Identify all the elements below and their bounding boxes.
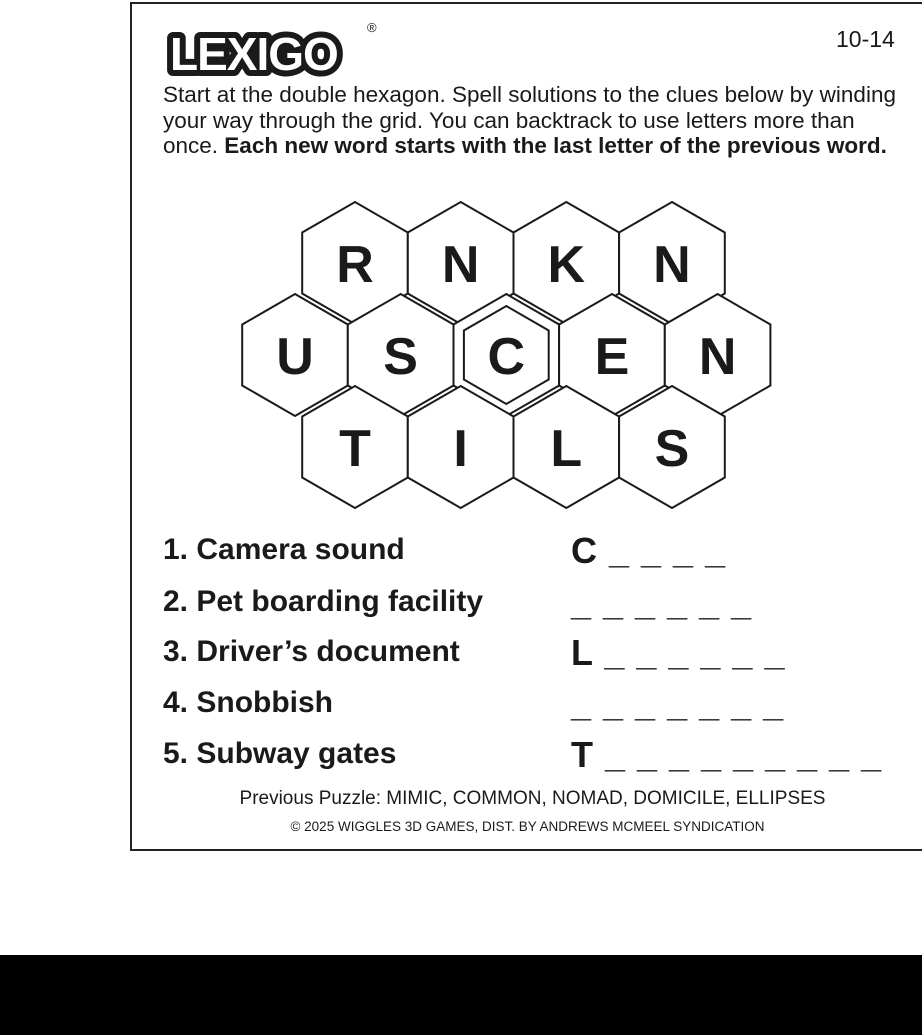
- hex-letter: U: [276, 328, 314, 386]
- puzzle-date: 10-14: [836, 26, 895, 52]
- hex-letter: N: [698, 328, 737, 386]
- clue-2: 2. Pet boarding facility: [163, 585, 484, 618]
- clue-5: 5. Subway gates: [163, 737, 397, 770]
- answer-5: T _ _ _ _ _ _ _ _ _: [571, 734, 883, 775]
- hex-letter: L: [550, 420, 583, 478]
- answer-1: C _ _ _ _: [571, 530, 727, 571]
- answer-2: _ _ _ _ _ _: [571, 582, 753, 623]
- hex-letter: C: [487, 328, 526, 386]
- svg-text:LEXIGO: LEXIGO: [170, 28, 338, 80]
- instructions-rule: Each new word starts with the last letter of the previous word.: [224, 133, 887, 158]
- hex-letter: N: [441, 236, 480, 294]
- hex-letter: I: [453, 420, 468, 478]
- hex-letter: S: [654, 420, 690, 478]
- registered-mark: ®: [367, 20, 377, 35]
- hex-letter: T: [339, 420, 371, 478]
- hex-cell: [242, 294, 348, 416]
- previous-puzzle: Previous Puzzle: MIMIC, COMMON, NOMAD, DOMICILE, ELLIPSES: [239, 788, 826, 809]
- bottom-band: [0, 955, 922, 1035]
- clue-4: 4. Snobbish: [163, 686, 334, 719]
- answer-3: L _ _ _ _ _ _: [571, 632, 786, 673]
- hex-letter: S: [383, 328, 418, 386]
- hex-letter: R: [336, 236, 374, 294]
- clue-3: 3. Driver’s document: [163, 635, 460, 668]
- answer-4: _ _ _ _ _ _ _: [571, 683, 785, 724]
- clue-1: 1. Camera sound: [163, 533, 405, 566]
- instructions: [163, 82, 903, 159]
- copyright: © 2025 WIGGLES 3D GAMES, DIST. BY ANDREWS MCMEEL SYNDICATION: [290, 819, 765, 834]
- hex-letter: E: [594, 328, 630, 386]
- hex-letter: N: [653, 236, 691, 294]
- hex-letter: K: [547, 236, 586, 294]
- lexigo-logo: [162, 20, 392, 80]
- instructions-text: Start at the double hexagon. Spell solutions to the clues below by winding your way through the grid. You can backtrack to use letters more than once.: [163, 82, 896, 158]
- hex-grid: [225, 195, 845, 520]
